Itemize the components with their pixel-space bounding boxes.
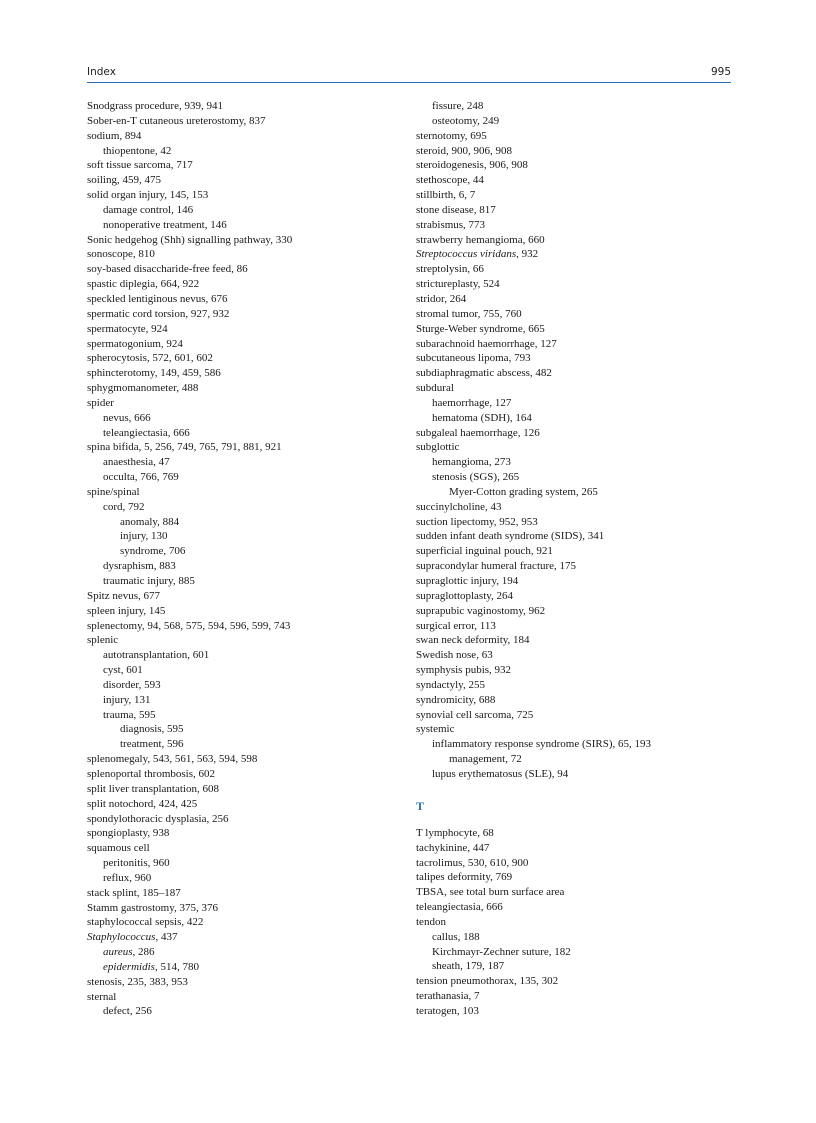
index-entry: sphygmomanometer, 488 — [87, 382, 199, 395]
index-entry: teratogen, 103 — [416, 1004, 479, 1017]
index-subentry: treatment, 596 — [120, 738, 184, 751]
index-subentry: autotransplantation, 601 — [103, 649, 210, 662]
index-entry: subgaleal haemorrhage, 126 — [416, 426, 540, 439]
index-entry: spina bifida, 5, 256, 749, 765, 791, 881, 921 — [87, 441, 282, 454]
index-entry: tension pneumothorax, 135, 302 — [416, 975, 559, 988]
index-subentry: nevus, 666 — [103, 411, 151, 424]
index-entry: sudden infant death syndrome (SIDS), 341 — [416, 530, 605, 543]
index-entry: squamous cell — [87, 842, 150, 855]
index-subentry: damage control, 146 — [103, 203, 194, 216]
index-entry: spherocytosis, 572, 601, 602 — [87, 352, 213, 365]
index-subentry: hemangioma, 273 — [432, 456, 511, 469]
index-entry: spondylothoracic dysplasia, 256 — [87, 812, 229, 825]
index-entry: TBSA, see total burn surface area — [416, 886, 565, 899]
index-entry: terathanasia, 7 — [416, 990, 480, 1003]
index-entry: Stamm gastrostomy, 375, 376 — [87, 901, 218, 914]
index-entry: spermatic cord torsion, 927, 932 — [87, 307, 230, 320]
index-entry: Sober-en-T cutaneous ureterostomy, 837 — [87, 114, 266, 127]
index-entry: splenomegaly, 543, 561, 563, 594, 598 — [87, 753, 258, 766]
index-entry: stethoscope, 44 — [416, 174, 484, 187]
index-entry: Spitz nevus, 677 — [87, 589, 161, 602]
index-letter-heading: T — [416, 798, 425, 813]
index-subentry: teleangiectasia, 666 — [103, 426, 190, 439]
index-subentry: syndrome, 706 — [120, 545, 186, 558]
index-entry: soiling, 459, 475 — [87, 174, 161, 187]
index-subentry: cyst, 601 — [103, 664, 143, 677]
index-entry: subdural — [416, 382, 454, 395]
index-entry: syndromicity, 688 — [416, 693, 496, 706]
index-entry: splenectomy, 94, 568, 575, 594, 596, 599, 743 — [87, 619, 291, 632]
index-subentry: Kirchmayr-Zechner suture, 182 — [432, 945, 571, 958]
index-entry: supraglottic injury, 194 — [416, 575, 519, 587]
index-entry: soy-based disaccharide-free feed, 86 — [87, 263, 248, 276]
index-entry: supraglottoplasty, 264 — [416, 589, 514, 602]
index-subentry: thiopentone, 42 — [103, 144, 172, 157]
index-entry: supracondylar humeral fracture, 175 — [416, 560, 577, 573]
index-entry: tachykinine, 447 — [416, 841, 490, 854]
index-entry: swan neck deformity, 184 — [416, 634, 530, 647]
index-subentry: occulta, 766, 769 — [103, 471, 179, 484]
index-subentry: stenosis (SGS), 265 — [432, 471, 520, 484]
index-entry: sphincterotomy, 149, 459, 586 — [87, 367, 221, 380]
index-subentry: dysraphism, 883 — [103, 560, 176, 573]
section-title: Index — [87, 66, 116, 78]
index-entry: subglottic — [416, 441, 460, 454]
index-entry: sternal — [87, 990, 117, 1003]
index-entry: stillbirth, 6, 7 — [416, 189, 476, 202]
index-entry: stack splint, 185–187 — [87, 886, 181, 899]
index-subentry: fissure, 248 — [432, 100, 484, 112]
index-entry: spastic diplegia, 664, 922 — [87, 278, 200, 291]
index-entry: sodium, 894 — [87, 129, 142, 142]
index-entry: surgical error, 113 — [416, 619, 496, 632]
index-entry: speckled lentiginous nevus, 676 — [87, 292, 228, 305]
index-subentry: inflammatory response syndrome (SIRS), 65, 193 — [432, 738, 652, 751]
index-subentry: cord, 792 — [103, 500, 145, 513]
index-entry: strawberry hemangioma, 660 — [416, 233, 545, 246]
index-entry: splenic — [87, 634, 119, 647]
index-entry: stromal tumor, 755, 760 — [416, 307, 522, 320]
index-entry: split notochord, 424, 425 — [87, 797, 198, 810]
index-entry: Swedish nose, 63 — [416, 649, 493, 662]
index-entry: spongioplasty, 938 — [87, 827, 170, 840]
header-rule — [87, 82, 731, 83]
index-entry: subcutaneous lipoma, 793 — [416, 352, 531, 365]
index-subentry: lupus erythematosus (SLE), 94 — [432, 767, 569, 780]
index-subentry: epidermidis, 514, 780 — [103, 960, 199, 973]
index-subentry: diagnosis, 595 — [120, 723, 184, 736]
index-subentry: disorder, 593 — [103, 678, 161, 691]
index-entry: Snodgrass procedure, 939, 941 — [87, 100, 223, 112]
index-entry: soft tissue sarcoma, 717 — [87, 159, 193, 172]
index-entry: solid organ injury, 145, 153 — [87, 189, 209, 202]
index-subentry: trauma, 595 — [103, 708, 156, 721]
index-subentry: traumatic injury, 885 — [103, 575, 195, 587]
index-entry: strabismus, 773 — [416, 218, 486, 231]
index-entry: talipes deformity, 769 — [416, 871, 513, 884]
index-subentry: osteotomy, 249 — [432, 114, 500, 127]
index-entry: teleangiectasia, 666 — [416, 901, 503, 914]
index-subentry: Myer-Cotton grading system, 265 — [449, 485, 598, 498]
index-entry: steroidogenesis, 906, 908 — [416, 159, 528, 172]
index-entry: stridor, 264 — [416, 292, 467, 305]
index-entry: Streptococcus viridans, 932 — [416, 248, 539, 261]
index-subentry: injury, 131 — [103, 693, 151, 706]
index-entry: spider — [87, 396, 114, 409]
index-entry: subarachnoid haemorrhage, 127 — [416, 337, 557, 350]
index-subentry: peritonitis, 960 — [103, 857, 170, 870]
index-subentry: callus, 188 — [432, 930, 480, 943]
index-entry: subdiaphragmatic abscess, 482 — [416, 367, 552, 380]
index-entry: Sonic hedgehog (Shh) signalling pathway, 330 — [87, 233, 293, 246]
index-subentry: sheath, 179, 187 — [432, 960, 505, 973]
index-entry: stenosis, 235, 383, 953 — [87, 975, 188, 988]
index-entry: steroid, 900, 906, 908 — [416, 144, 512, 157]
index-entry: streptolysin, 66 — [416, 263, 484, 276]
index-entry: spine/spinal — [87, 485, 140, 498]
index-entry: T lymphocyte, 68 — [416, 826, 494, 839]
index-entry: sonoscope, 810 — [87, 248, 155, 261]
index-entry: tendon — [416, 915, 446, 928]
index-entry: spermatocyte, 924 — [87, 322, 168, 335]
index-subentry: anaesthesia, 47 — [103, 456, 170, 469]
page-number: 995 — [710, 66, 731, 78]
index-column-right — [416, 99, 716, 1019]
index-subentry: haemorrhage, 127 — [432, 396, 512, 409]
index-subentry: management, 72 — [449, 753, 522, 766]
index-entry: syndactyly, 255 — [416, 678, 485, 691]
index-entry: succinylcholine, 43 — [416, 500, 502, 513]
index-entry: sternotomy, 695 — [416, 129, 487, 142]
index-entry: spleen injury, 145 — [87, 604, 166, 617]
index-subentry: anomaly, 884 — [120, 515, 180, 528]
index-entry: symphysis pubis, 932 — [416, 664, 512, 677]
index-entry: systemic — [416, 723, 455, 736]
index-subentry: defect, 256 — [103, 1005, 152, 1018]
index-column-left — [87, 99, 387, 1019]
index-entry: Sturge-Weber syndrome, 665 — [416, 322, 545, 335]
index-entry: spermatogonium, 924 — [87, 337, 183, 350]
index-entry: strictureplasty, 524 — [416, 278, 500, 291]
index-subentry: aureus, 286 — [103, 946, 155, 959]
index-entry: suction lipectomy, 952, 953 — [416, 515, 538, 528]
index-entry: splenoportal thrombosis, 602 — [87, 767, 216, 780]
index-subentry: hematoma (SDH), 164 — [432, 411, 532, 424]
index-entry: split liver transplantation, 608 — [87, 782, 219, 795]
index-entry: tacrolimus, 530, 610, 900 — [416, 856, 529, 869]
index-subentry: injury, 130 — [120, 530, 168, 543]
index-entry: stone disease, 817 — [416, 203, 496, 216]
index-entry: synovial cell sarcoma, 725 — [416, 708, 534, 721]
index-entry: staphylococcal sepsis, 422 — [87, 916, 204, 929]
index-subentry: reflux, 960 — [103, 871, 152, 884]
index-entry: superficial inguinal pouch, 921 — [416, 545, 553, 558]
index-entry: Staphylococcus, 437 — [87, 931, 178, 944]
index-entry: suprapubic vaginostomy, 962 — [416, 604, 546, 617]
index-subentry: nonoperative treatment, 146 — [103, 218, 227, 231]
